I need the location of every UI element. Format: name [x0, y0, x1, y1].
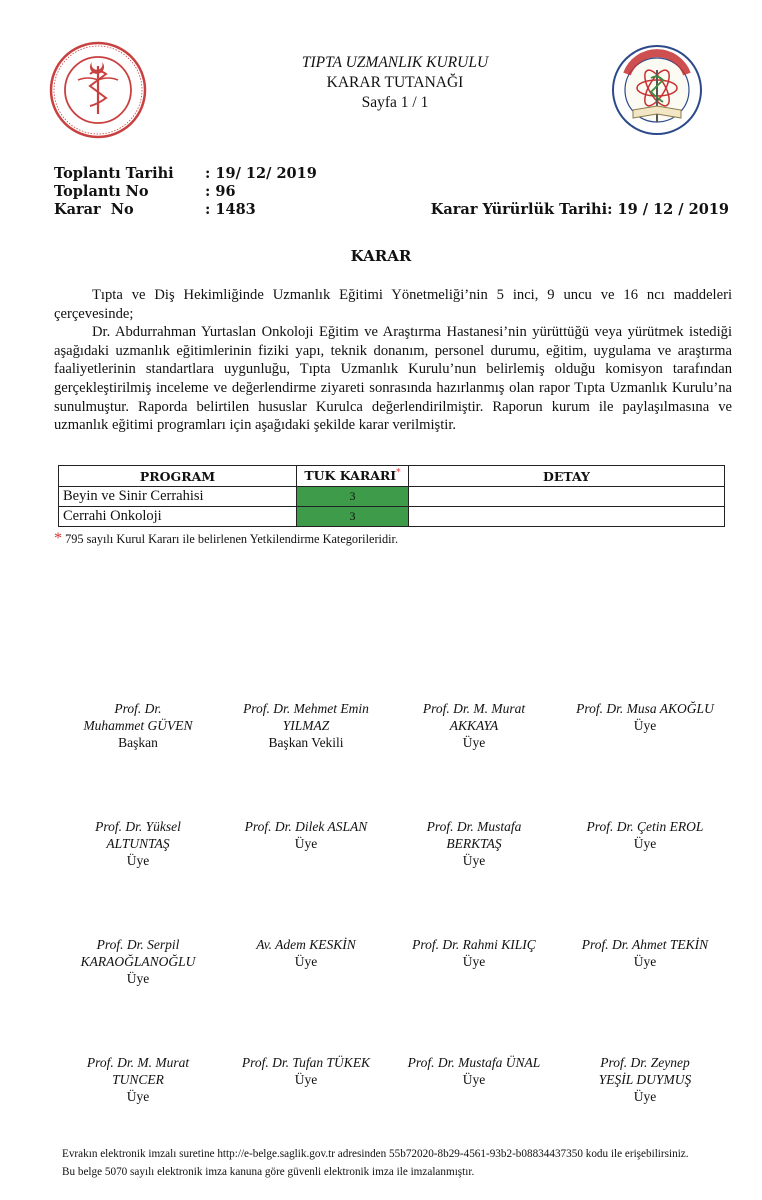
tuk-logo [611, 44, 703, 136]
signatory-name: Prof. Dr. Ahmet TEKİN [581, 937, 709, 952]
signatory-name: Prof. Dr. Musa AKOĞLU [576, 701, 714, 716]
paragraph-2: Dr. Abdurrahman Yurtaslan Onkoloji Eğitim ve Araştırma Hastanesi’nin yürüttüğü veya yürütmek istediği aşağıdaki uzmanlık eğitimlerinin fiziki yapı, teknik donanım, personel durumu, eğitim, uygulama ve araştırma faaliyetlerinin standartlara uygunluğu, Tıpta Uzmanlık Kurulu’nun belirlemiş olduğu komisyon tarafından gerçekleştirilmiş inceleme ve değerlendirme ziyareti sonrasında hazırlanmış olan rapor Tıpta Uzmanlık Kurulu’na sunulmuştur. Raporda belirtilen hususlar Kurulca değerlendirilmiştir. Raporun kurum ile paylaşılmasına ve uzmanlık eğitimi programları için aşağıdaki şekilde karar verilmiştir. [54, 324, 732, 434]
signatory [394, 818, 554, 869]
meeting-no-label: Toplantı No [54, 183, 149, 200]
footnote [54, 530, 398, 548]
signatory [58, 936, 218, 987]
decision-heading: KARAR [350, 247, 412, 265]
program-name: Beyin ve Sinir Cerrahisi [59, 487, 297, 507]
signatory [394, 700, 554, 751]
signatory-name: Prof. Dr. Dilek ASLAN [244, 819, 368, 834]
signatory-name: Prof. Dr. Mustafa BERKTAŞ [426, 819, 522, 851]
signatory-name: Prof. Dr. Mehmet Emin YILMAZ [243, 701, 369, 733]
signatory-role: Üye [462, 853, 486, 868]
header-title: TIPTA UZMANLIK KURULU [301, 54, 489, 71]
header-decision [297, 466, 409, 487]
signatory-role: Üye [126, 1089, 150, 1104]
header-detail: DETAY [409, 466, 725, 487]
footer-signature-notice: Bu belge 5070 sayılı elektronik imza kanuna göre güvenli elektronik imza ile imzalanmıştır. [62, 1166, 475, 1178]
signatory-name: Prof. Dr. Rahmi KILIÇ [412, 937, 536, 952]
signatory-name: Prof. Dr. M. Murat AKKAYA [422, 701, 526, 733]
signatory-role: Üye [462, 954, 486, 969]
signatory-role: Başkan Vekili [268, 735, 344, 750]
signatory-name: Prof. Dr. Çetin EROL [586, 819, 704, 834]
signatory [226, 818, 386, 852]
footnote-mark: * [54, 530, 62, 547]
signatory-role: Üye [294, 836, 318, 851]
table-header-row [59, 466, 725, 487]
ministry-of-health-logo [48, 40, 148, 140]
signatory-name: Prof. Dr. Tufan TÜKEK [241, 1055, 371, 1070]
header-decision-mark: * [396, 468, 401, 479]
signatory-role: Üye [633, 1089, 657, 1104]
signatory-name: Av. Adem KESKİN [256, 937, 356, 952]
decision-cell: 3 [297, 507, 409, 527]
signatory-role: Üye [462, 1072, 486, 1087]
header-subtitle: KARAR TUTANAĞI [326, 74, 464, 91]
signatory [394, 1054, 554, 1088]
signatory-role: Üye [294, 954, 318, 969]
detail-cell [409, 507, 725, 527]
signatory-role: Üye [633, 718, 657, 733]
table-row [59, 507, 725, 527]
signatory [58, 1054, 218, 1105]
signatory-role: Üye [126, 971, 150, 986]
signatory-name: Prof. Dr. Mustafa ÜNAL [407, 1055, 541, 1070]
signatory [565, 1054, 725, 1105]
signatory-role: Üye [126, 853, 150, 868]
meeting-no-value: : 96 [205, 183, 236, 200]
table-row [59, 487, 725, 507]
decision-no-label: Karar No [54, 201, 134, 218]
decision-body [54, 286, 732, 435]
header-decision-label: TUK KARARI [304, 468, 397, 484]
program-table [58, 465, 725, 527]
signatory [394, 936, 554, 970]
signatory-name: Prof. Dr. M. Murat TUNCER [86, 1055, 190, 1087]
meeting-date-label: Toplantı Tarihi [54, 165, 174, 182]
signatory-name: Prof. Dr. Yüksel ALTUNTAŞ [95, 819, 181, 851]
signatory-name: Prof. Dr. Muhammet GÜVEN [83, 701, 193, 733]
signatory-role: Başkan [118, 735, 158, 750]
signatory [565, 818, 725, 852]
meeting-date-value: : 19/ 12/ 2019 [205, 165, 317, 182]
page-number: Sayfa 1 / 1 [361, 94, 429, 111]
footnote-text: 795 sayılı Kurul Kararı ile belirlenen Yetkilendirme Kategorileridir. [65, 532, 399, 546]
footer-verification: Evrakın elektronik imzalı suretine http://e-belge.saglik.gov.tr adresinden 55b72020-8b29-4561-93b2-b08834437350 kodu ile erişebilirsiniz. [62, 1148, 689, 1160]
decision-no-value: : 1483 [205, 201, 256, 218]
signatory [58, 700, 218, 751]
decision-cell: 3 [297, 487, 409, 507]
effective-date: Karar Yürürlük Tarihi: 19 / 12 / 2019 [430, 201, 729, 218]
signatory-name: Prof. Dr. Zeynep YEŞİL DUYMUŞ [598, 1055, 692, 1087]
signatory-role: Üye [294, 1072, 318, 1087]
signatory [565, 700, 725, 734]
signatory [226, 700, 386, 751]
program-name: Cerrahi Onkoloji [59, 507, 297, 527]
signatory-role: Üye [633, 954, 657, 969]
signatory-role: Üye [462, 735, 486, 750]
detail-cell [409, 487, 725, 507]
paragraph-1: Tıpta ve Diş Hekimliğinde Uzmanlık Eğitimi Yönetmeliği’nin 5 inci, 9 uncu ve 16 ncı maddeleri çerçevesinde; [54, 287, 732, 322]
signatory [58, 818, 218, 869]
signatory [565, 936, 725, 970]
signatory-role: Üye [633, 836, 657, 851]
signatory-name: Prof. Dr. Serpil KARAOĞLANOĞLU [80, 937, 196, 969]
signatory [226, 936, 386, 970]
header-program: PROGRAM [59, 466, 297, 487]
signatory [226, 1054, 386, 1088]
